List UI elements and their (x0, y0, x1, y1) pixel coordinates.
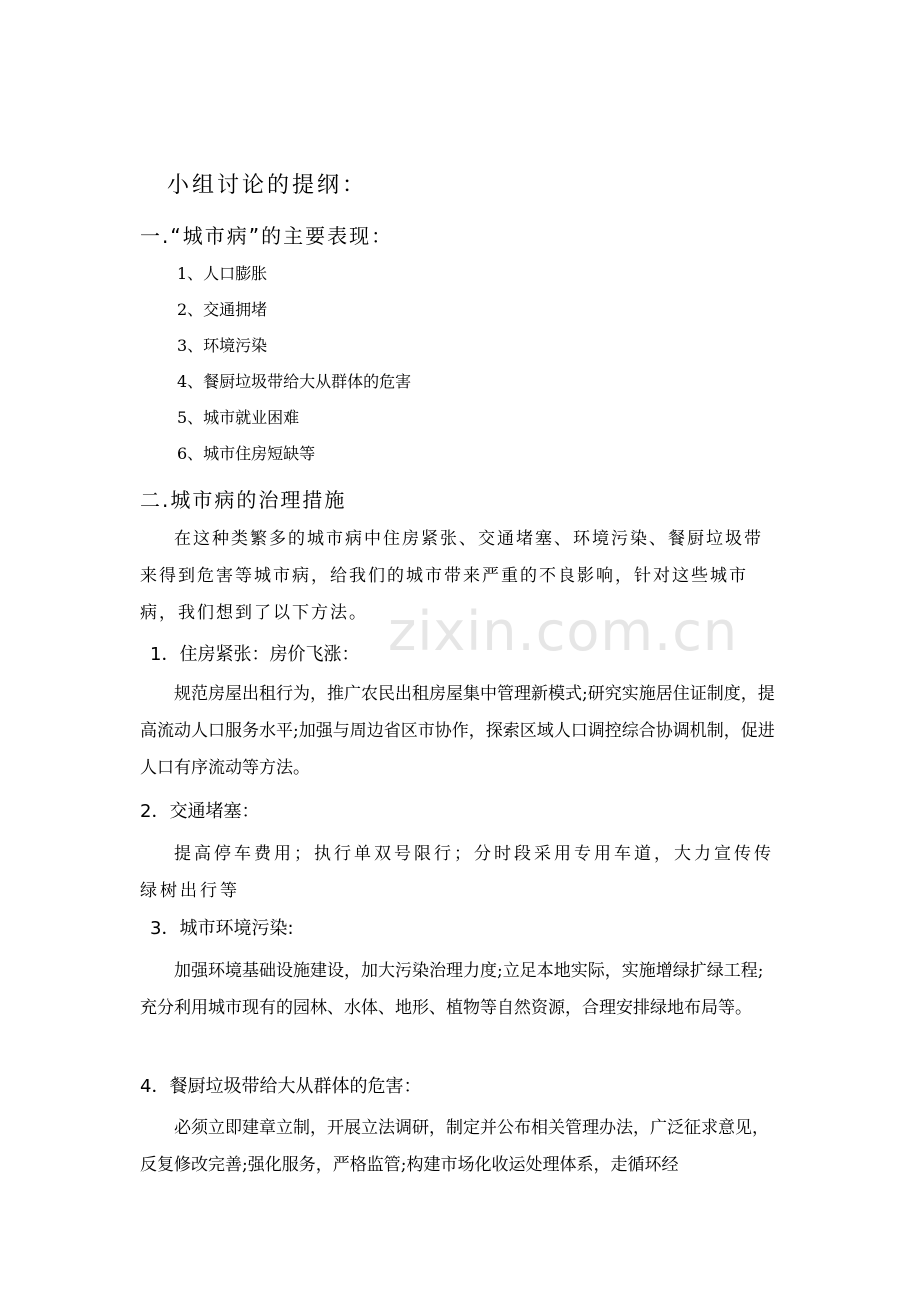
watermark: zixin.com.cn (388, 600, 739, 663)
section-1-heading: 一.“城市病”的主要表现： (140, 224, 394, 248)
section-2-heading: 二.城市病的治理措施 (140, 488, 347, 512)
subsection-3-text: 加强环境基础设施建设，加大污染治理力度;立足本地实际，实施增绿扩绿工程;充分利用城市现有的园林、水体、地形、植物等自然资源，合理安排绿地布局等。 (140, 961, 764, 1018)
subsection-1-heading: 1．住房紧张：房价飞涨： (150, 644, 360, 665)
section-2-intro: 在这种类繁多的城市病中住房紧张、交通堵塞、环境污染、餐厨垃圾带来得到危害等城市病，给我们的城市带来严重的不良影响，针对这些城市病，我们想到了以下方法。 (140, 529, 763, 623)
list-item: 4、餐厨垃圾带给大从群体的危害 (177, 372, 412, 391)
subsection-2-heading: 2．交通堵塞： (140, 801, 260, 822)
list-item: 1、人口膨胀 (177, 264, 268, 283)
subsection-1-text: 规范房屋出租行为，推广农民出租房屋集中管理新模式;研究实施居住证制度，提高流动人口服务水平;加强与周边省区市协作，探索区域人口调控综合协调机制，促进人口有序流动等方法。 (140, 684, 775, 778)
subsection-2-text: 提高停车费用；执行单双号限行；分时段采用专用车道，大力宣传传绿树出行等 (140, 844, 774, 901)
symptom-list (177, 260, 411, 476)
list-item: 6、城市住房短缺等 (177, 444, 316, 463)
subsection-4-heading: 4．餐厨垃圾带给大从群体的危害： (140, 1076, 422, 1097)
subsection-4-text: 必须立即建章立制，开展立法调研，制定并公布相关管理办法，广泛征求意见，反复修改完善;强化服务，严格监管;构建市场化收运处理体系，走循环经 (140, 1118, 769, 1175)
list-item: 3、环境污染 (177, 336, 268, 355)
list-item: 5、城市就业困难 (177, 408, 300, 427)
document-title: 小组讨论的提纲： (167, 173, 368, 198)
list-item: 2、交通拥堵 (177, 300, 268, 319)
subsection-3-heading: 3．城市环境污染: (150, 918, 294, 939)
